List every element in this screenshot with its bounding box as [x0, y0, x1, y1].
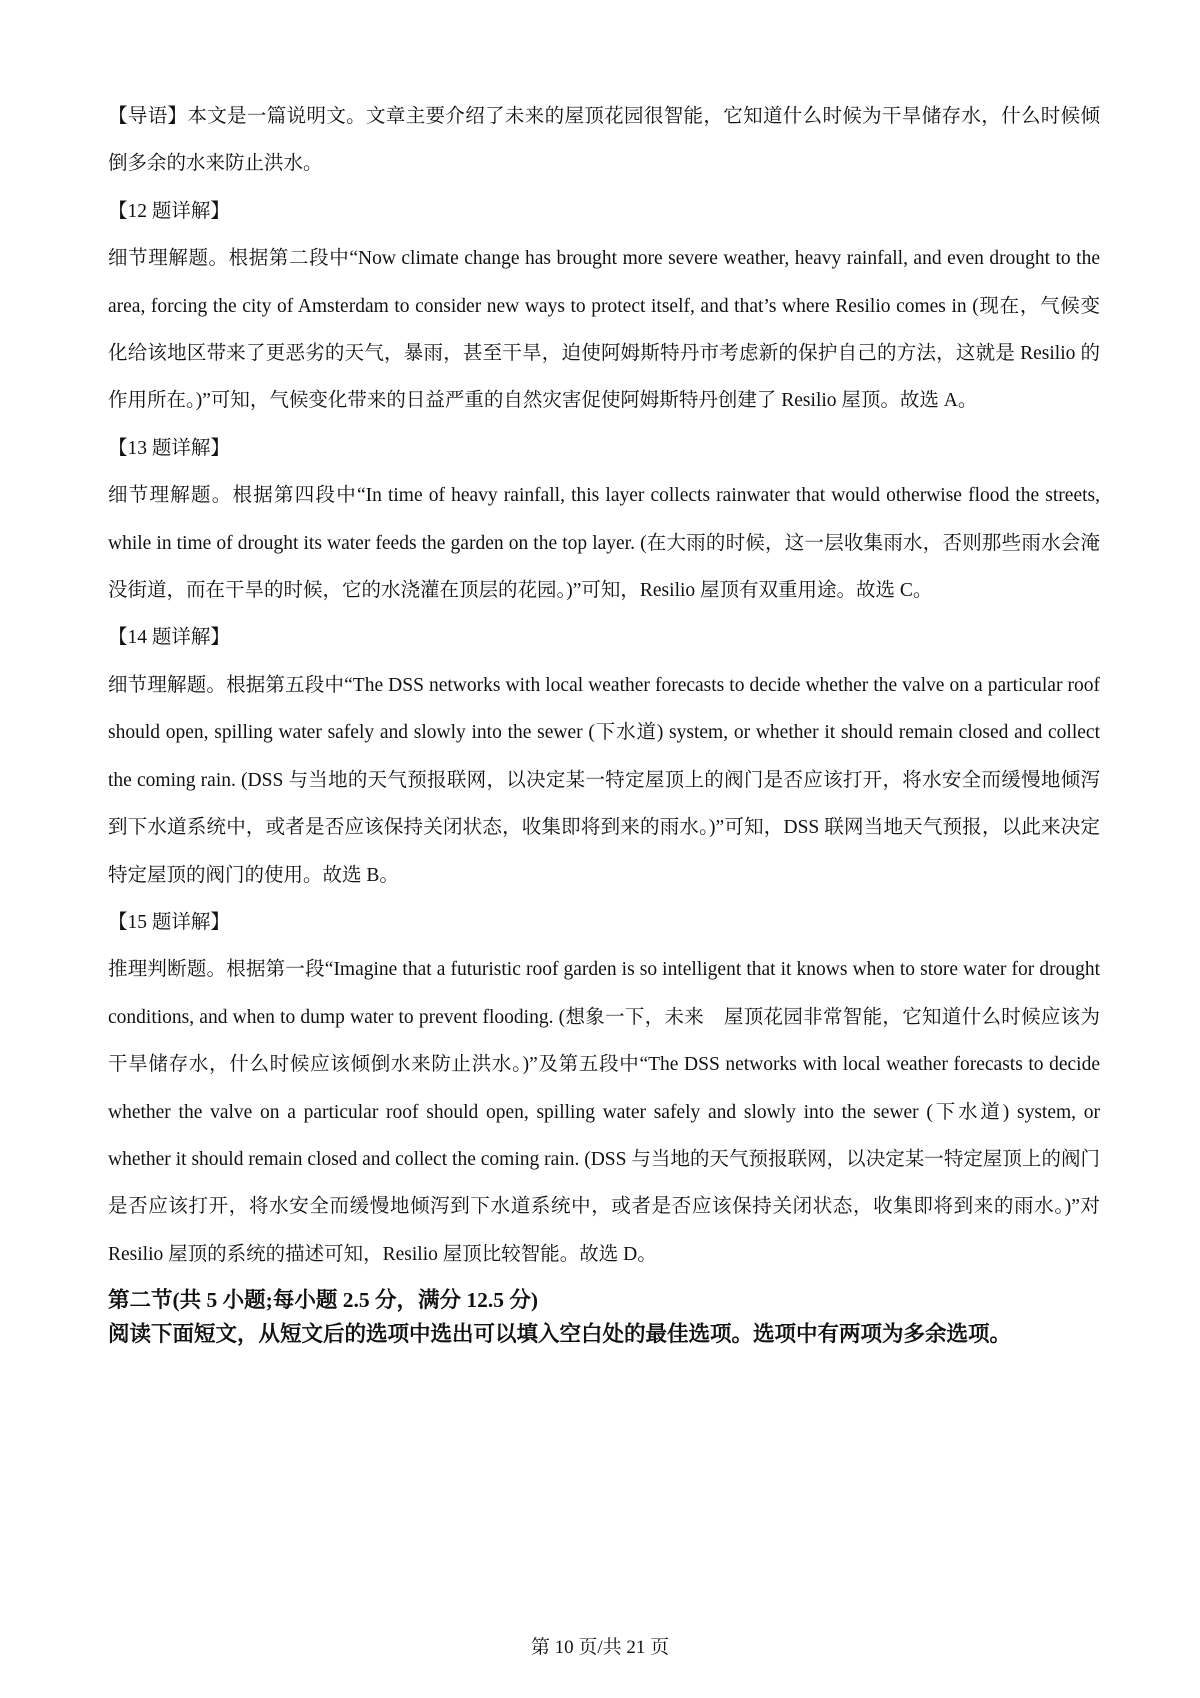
q12-explanation: 细节理解题。根据第二段中“Now climate change has brought more severe weather, heavy rainfall, and even drought to the area, forcing the city of Amsterdam to consider new ways to protect itself, and that’s where Resilio comes in (现在，气候变化给该地区带来了更恶劣的天气，暴雨，甚至干旱，迫使阿姆斯特丹市考虑新的保护自己的方法，这就是 Resilio 的作用所在。)”可知，气候变化带来的日益严重的自然灾害促使阿姆斯特丹创建了 Resilio 屋顶。故选 A。 — [108, 248, 1100, 412]
q15-heading: 【15 题详解】 — [108, 911, 230, 933]
q12-heading: 【12 题详解】 — [108, 200, 230, 222]
document-page — [108, 93, 1100, 1352]
q13-heading: 【13 题详解】 — [108, 437, 230, 459]
q15-explanation: 推理判断题。根据第一段“Imagine that a futuristic roof garden is so intelligent that it knows when to store water for drought conditions, and when to dump water to prevent flooding. (想象一下，未来 屋顶花园非常智能，它知道什么时候应该为干旱储存水，什么时候应该倾倒水来防止洪水。)”及第五段中“The DSS networks with local weather forecasts to decide whether the valve on a particular roof should open, spilling water safely and slowly into the sewer (下水道) system, or whether it should remain closed and collect the coming rain. (DSS 与当地的天气预报联网，以决定某一特定屋顶上的阀门是否应该打开，将水安全而缓慢地倾泻到下水道系统中，或者是否应该保持关闭状态，收集即将到来的雨水。)”对 Resilio 屋顶的系统的描述可知，Resilio 屋顶比较智能。故选 D。 — [108, 959, 1100, 1265]
q13-explanation: 细节理解题。根据第四段中“In time of heavy rainfall, this layer collects rainwater that would otherwise flood the streets, while in time of drought its water feeds the garden on the top layer. (在大雨的时候，这一层收集雨水，否则那些雨水会淹没街道，而在干旱的时候，它的水浇灌在顶层的花园。)”可知，Resilio 屋顶有双重用途。故选 C。 — [108, 485, 1100, 602]
section-2-title: 第二节(共 5 小题;每小题 2.5 分，满分 12.5 分) — [108, 1288, 538, 1313]
section-2-instruction: 阅读下面短文，从短文后的选项中选出可以填入空白处的最佳选项。选项中有两项为多余选项。 — [108, 1322, 1012, 1347]
intro-paragraph: 【导语】本文是一篇说明文。文章主要介绍了未来的屋顶花园很智能，它知道什么时候为干旱储存水，什么时候倾倒多余的水来防止洪水。 — [108, 106, 1100, 175]
q14-explanation: 细节理解题。根据第五段中“The DSS networks with local weather forecasts to decide whether the valve on a particular roof should open, spilling water safely and slowly into the sewer (下水道) system, or whether it should remain closed and collect the coming rain. (DSS 与当地的天气预报联网，以决定某一特定屋顶上的阀门是否应该打开，将水安全而缓慢地倾泻到下水道系统中，或者是否应该保持关闭状态，收集即将到来的雨水。)”可知，DSS 联网当地天气预报，以此来决定特定屋顶的阀门的使用。故选 B。 — [108, 674, 1100, 886]
page-number: 第 10 页/共 21 页 — [530, 1637, 670, 1658]
q14-heading: 【14 题详解】 — [108, 627, 230, 649]
